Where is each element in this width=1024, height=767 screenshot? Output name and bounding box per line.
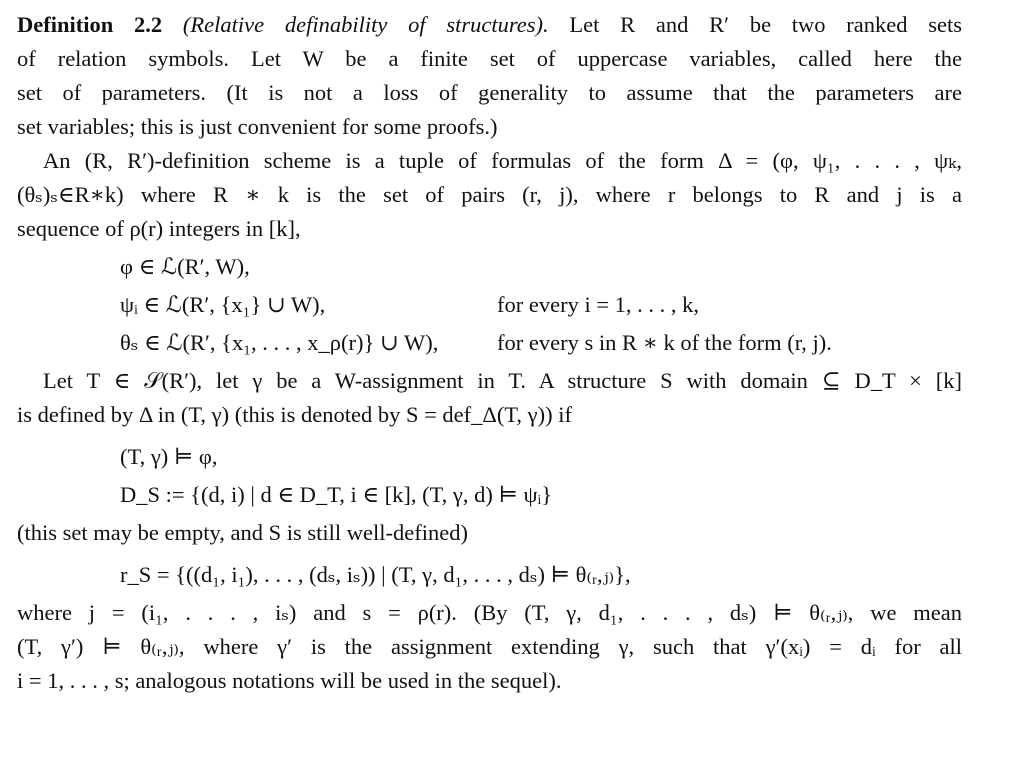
closing-line-2: (T, γ′) ⊨ θ₍ᵣ,ⱼ₎, where γ′ is the assignment extending γ, such that γ′(xᵢ) = dᵢ for all [17,634,962,659]
formula-phi-lhs: φ ∈ ℒ(R′, W), [120,254,250,279]
definition-heading: Definition 2.2 [17,12,163,37]
scheme-line-2: (θₛ)ₛ∈R∗k) where R ∗ k is the set of pairs (r, j), where r belongs to R and j is a [17,182,962,207]
definition-line-2: of relation symbols. Let W be a finite set of uppercase variables, called here the [17,46,962,71]
closing-line-3: i = 1, . . . , s; analogous notations will be used in the sequel). [17,668,562,693]
structure-line-2: is defined by Δ in (T, γ) (this is denoted by S = def_Δ(T, γ)) if [17,402,572,427]
definition-line-4: set variables; this is just convenient for some proofs.) [17,114,498,139]
scheme-line-1: An (R, R′)-definition scheme is a tuple of formulas of the form Δ = (φ, ψ₁, . . . , ψₖ, [43,148,962,173]
condition-model: (T, γ) ⊨ φ, [120,444,218,469]
formula-theta-lhs: θₛ ∈ ℒ(R′, {x₁, . . . , x_ρ(r)} ∪ W), [120,330,439,355]
relation-definition: r_S = {((d₁, i₁), . . . , (dₛ, iₛ)) | (T, γ, d₁, . . . , dₛ) ⊨ θ₍ᵣ,ⱼ₎}, [120,562,631,587]
formula-psi [17,288,962,322]
empty-set-note: (this set may be empty, and S is still well-defined) [17,520,468,545]
definition-first-line [17,8,962,42]
formula-theta [17,326,962,360]
closing-line-1: where j = (i₁, . . . , iₛ) and s = ρ(r). (By (T, γ, d₁, . . . , dₛ) ⊨ θ₍ᵣ,ⱼ₎, we mean [17,600,962,625]
structure-line-1: Let T ∈ 𝒮(R′), let γ be a W-assignment in T. A structure S with domain ⊆ D_T × [k] [43,368,962,393]
scheme-line-3: sequence of ρ(r) integers in [k], [17,216,301,241]
formula-theta-rhs: for every s in R ∗ k of the form (r, j). [497,330,832,355]
formula-psi-rhs: for every i = 1, . . . , k, [497,292,700,317]
formula-phi [17,250,962,284]
definition-text-1: Let R and R′ be two ranked sets [569,12,963,37]
paper-page [17,8,962,698]
condition-domain: D_S := {(d, i) | d ∈ D_T, i ∈ [k], (T, γ, d) ⊨ ψᵢ} [120,482,553,507]
definition-title: (Relative definability of structures). [182,12,549,37]
definition-line-3: set of parameters. (It is not a loss of generality to assume that the parameters are [17,80,962,105]
formula-psi-lhs: ψᵢ ∈ ℒ(R′, {x₁} ∪ W), [120,292,326,317]
